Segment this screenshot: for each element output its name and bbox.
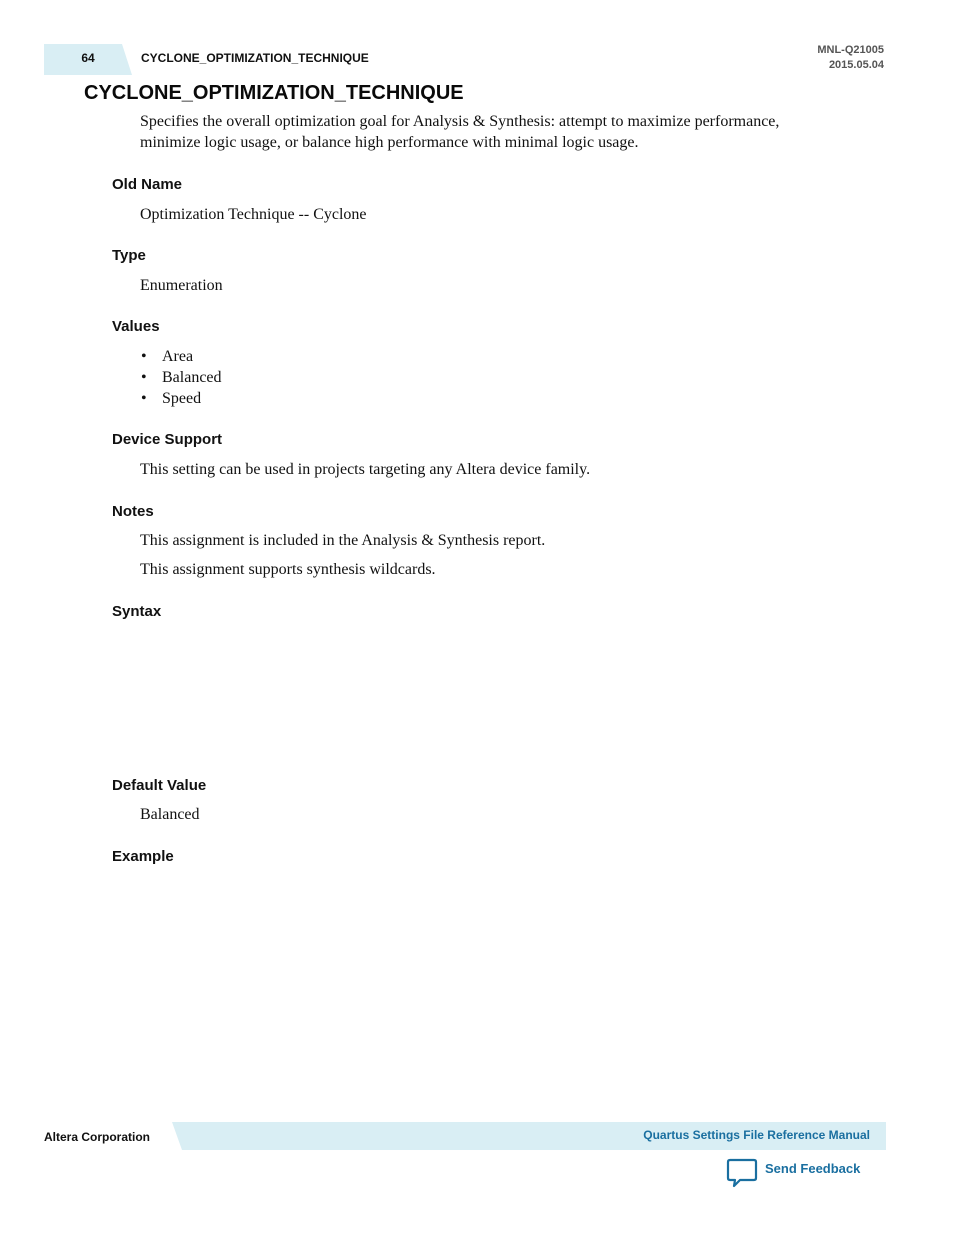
page-title: CYCLONE_OPTIMIZATION_TECHNIQUE	[84, 82, 464, 104]
heading-example: Example	[112, 848, 174, 865]
device-support-text: This setting can be used in projects targeting any Altera device family.	[140, 461, 591, 478]
heading-syntax: Syntax	[112, 603, 162, 620]
list-item: • Speed	[141, 390, 202, 407]
notes-line-2: This assignment supports synthesis wildcards.	[140, 561, 436, 578]
default-value-text: Balanced	[140, 806, 200, 823]
company-name: Altera Corporation	[44, 1130, 151, 1144]
speech-bubble-icon	[726, 1158, 758, 1188]
type-text: Enumeration	[140, 277, 223, 294]
old-name-text: Optimization Technique -- Cyclone	[140, 206, 367, 223]
page-number: 64	[81, 51, 95, 65]
send-feedback-button[interactable]	[726, 1158, 860, 1188]
send-feedback-label: Send Feedback	[765, 1161, 861, 1176]
heading-device-support: Device Support	[112, 431, 223, 448]
description: Specifies the overall optimization goal for Analysis & Synthesis: attempt to maximize performance, minimize logic usage, or balance high performance with minimal logic usage.	[140, 113, 780, 151]
manual-link[interactable]: Quartus Settings File Reference Manual	[643, 1128, 870, 1142]
doc-meta	[817, 43, 884, 73]
notes-line-1: This assignment is included in the Analysis & Synthesis report.	[140, 532, 546, 549]
heading-values: Values	[112, 318, 160, 335]
doc-date: 2015.05.04	[828, 59, 884, 71]
bullet-icon: •	[141, 369, 147, 386]
list-item: • Area	[141, 348, 194, 365]
list-item: • Balanced	[141, 369, 222, 386]
heading-type: Type	[112, 247, 146, 264]
heading-notes: Notes	[112, 503, 154, 520]
values-list	[140, 346, 222, 409]
running-title: CYCLONE_OPTIMIZATION_TECHNIQUE	[141, 51, 369, 65]
heading-old-name: Old Name	[112, 176, 183, 193]
heading-default-value: Default Value	[112, 777, 207, 794]
doc-id: MNL-Q21005	[817, 44, 884, 56]
bullet-icon: •	[141, 390, 147, 407]
bullet-icon: •	[141, 348, 147, 365]
